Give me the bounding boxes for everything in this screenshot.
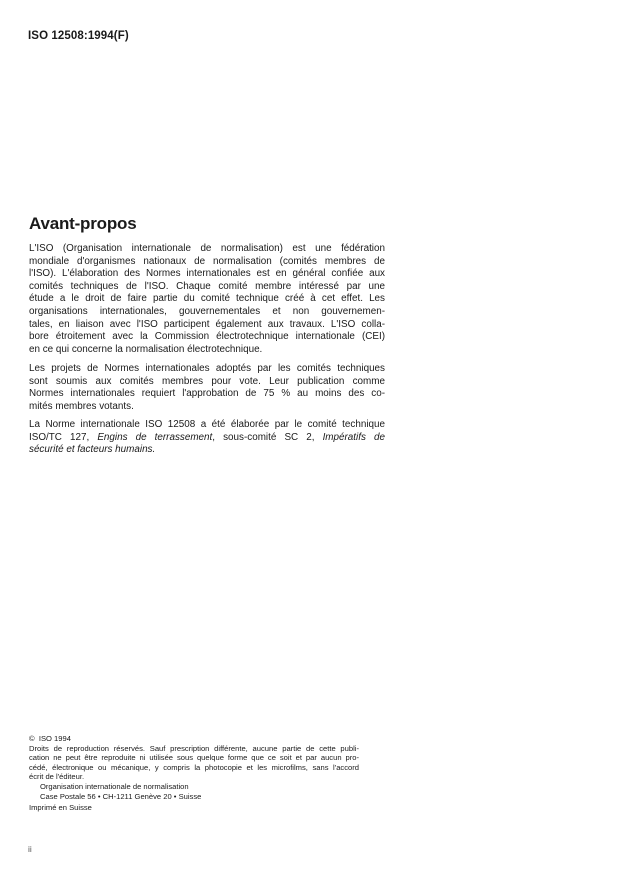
rights-line: écrit de l'éditeur. (29, 772, 85, 782)
text-line: mondiale d'organismes nationaux de normalisation (comités membres de (29, 255, 385, 267)
subcommittee-title-italic: sécurité et facteurs humains. (29, 444, 156, 456)
publisher-address (40, 782, 201, 801)
text-line: La Norme internationale ISO 12508 a été élaborée par le comité technique (29, 419, 385, 430)
paragraph-iso-description (29, 243, 385, 356)
text-line: bore étroitement avec la Commission électrotechnique internationale (CEI) (29, 331, 385, 343)
copyright-line (29, 734, 359, 744)
text-line: l'ISO). L'élaboration des Normes internationales est en général confiée aux (29, 268, 385, 280)
address-line: Case Postale 56 • CH-1211 Genève 20 • Suisse (40, 791, 202, 801)
text-run: , sous-comité SC 2, (212, 431, 323, 443)
paragraph-standard-preparation (29, 419, 385, 457)
rights-line: cation ne peut être reproduite ni utilisée sous quelque forme que ce soit et par aucun pro- (29, 753, 359, 763)
text-line: mités membres votants. (29, 400, 134, 412)
committee-title-italic: Engins de terrassement (97, 431, 213, 443)
copyright-year: ISO 1994 (38, 734, 71, 743)
text-run: ISO/TC 127, (29, 431, 98, 443)
copyright-notice (29, 734, 359, 782)
copyright-symbol: © (29, 734, 35, 743)
text-line (29, 432, 385, 445)
text-line: en ce qui concerne la normalisation électrotechnique. (29, 343, 263, 355)
section-title: Avant-propos (29, 214, 137, 233)
text-line: Normes internationales requiert l'approbation de 75 % au moins des co- (29, 388, 385, 400)
text-line: comités techniques de l'ISO. Chaque comité membre intéressé par une (29, 280, 385, 292)
subcommittee-title-italic: Impératifs de (322, 431, 385, 443)
document-id-header: ISO 12508:1994(F) (28, 30, 129, 42)
rights-line: cédé, électronique ou mécanique, y compris la photocopie et les microfilms, sans l'accord (29, 762, 359, 772)
address-line: Organisation internationale de normalisation (40, 782, 189, 791)
text-line: étude a le droit de faire partie du comité technique créé à cet effet. Les (29, 293, 385, 305)
page-number: ii (28, 844, 32, 854)
text-line: Les projets de Normes internationales adoptés par les comités techniques (29, 363, 385, 374)
text-line (29, 444, 385, 457)
printed-in (29, 803, 359, 813)
text-line: sont soumis aux comités membres pour vote. Leur publication comme (29, 375, 385, 387)
text-line: organisations internationales, gouvernementales et non gouvernemen- (29, 305, 385, 317)
printed-line: Imprimé en Suisse (29, 803, 92, 812)
text-line: L'ISO (Organisation internationale de normalisation) est une fédération (29, 243, 385, 254)
text-line: tales, en liaison avec l'ISO participent également aux travaux. L'ISO colla- (29, 318, 385, 330)
paragraph-draft-standards (29, 363, 385, 413)
rights-line: Droits de reproduction réservés. Sauf prescription différente, aucune partie de cette publi- (29, 743, 359, 753)
